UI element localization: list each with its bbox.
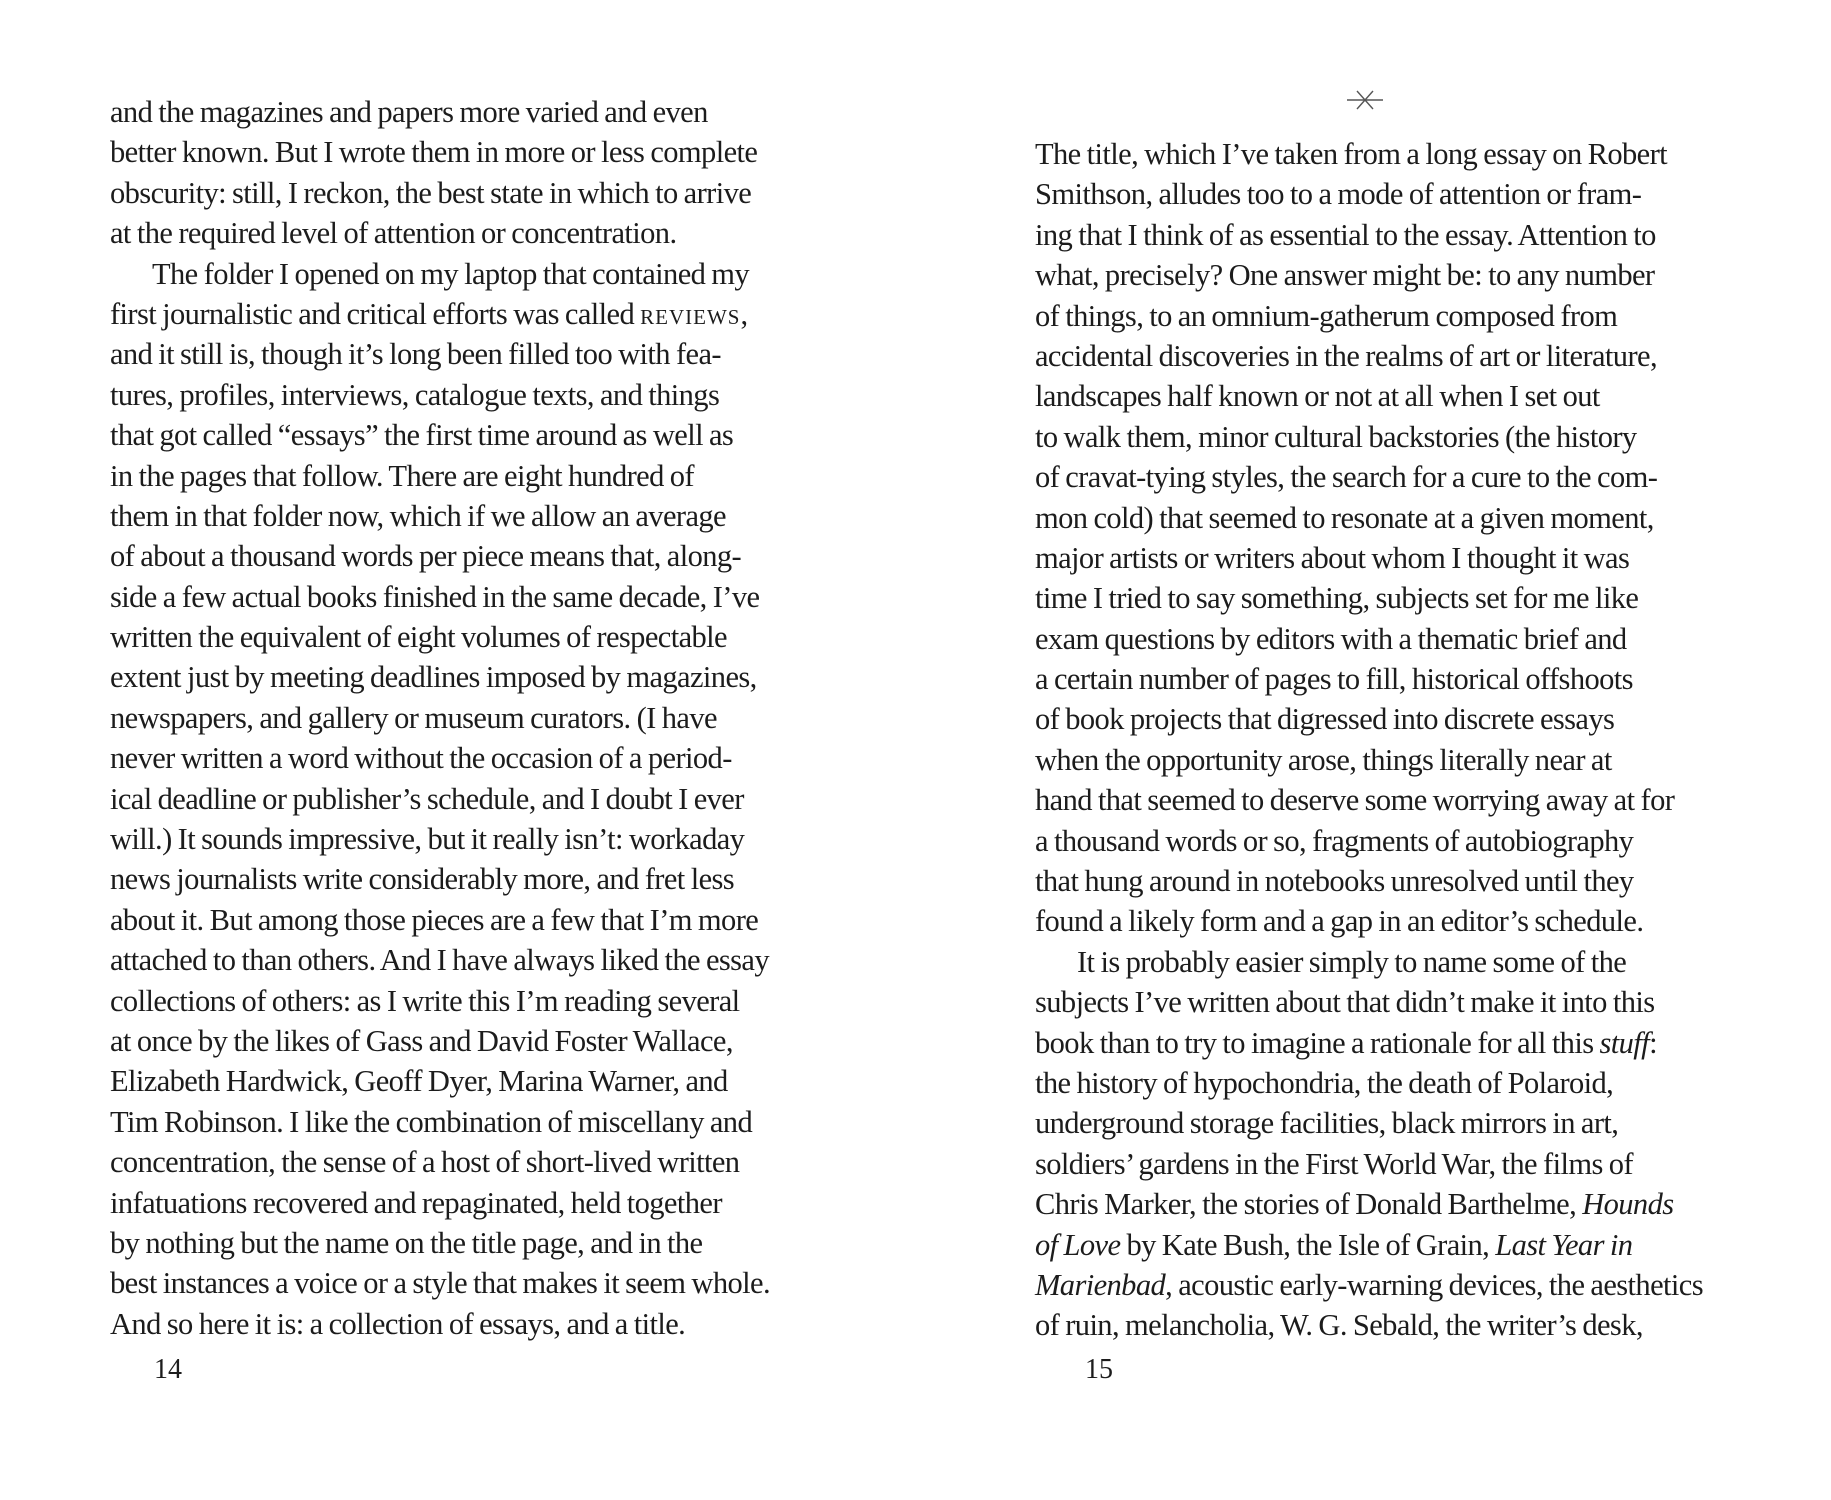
text-line: and it still is, though it’s long been filled too with fea- [110, 337, 721, 372]
text-line: newspapers, and gallery or museum curators. (I have [110, 700, 717, 735]
text-run: first journalistic and critical efforts was called [110, 296, 641, 331]
text-line: by nothing but the name on the title page, and in the [110, 1225, 703, 1260]
text-line: accidental discoveries in the realms of art or literature, [1035, 338, 1657, 373]
text-run: by Kate Bush, the Isle of Grain, [1120, 1227, 1496, 1262]
text-line: the history of hypochondria, the death of Polaroid, [1035, 1065, 1614, 1100]
text-line [1035, 1023, 1775, 1063]
text-line [1035, 1184, 1775, 1224]
text-line: to walk them, minor cultural backstories (the history [1035, 419, 1637, 454]
text-line: a certain number of pages to fill, historical offshoots [1035, 662, 1633, 697]
italic-run: Last Year in [1495, 1227, 1633, 1262]
text-line: that hung around in notebooks unresolved until they [1035, 864, 1634, 899]
text-line: mon cold) that seemed to resonate at a given moment, [1035, 500, 1654, 535]
text-run: Chris Marker, the stories of Donald Barthelme, [1035, 1187, 1583, 1222]
left-page-body [110, 92, 850, 1344]
text-line: exam questions by editors with a thematic brief and [1035, 621, 1627, 656]
text-line [110, 294, 850, 334]
text-line: underground storage facilities, black mirrors in art, [1035, 1106, 1619, 1141]
text-run: : [1649, 1025, 1657, 1060]
text-line: better known. But I wrote them in more or less complete [110, 135, 758, 170]
italic-run: Hounds [1582, 1187, 1674, 1222]
page-number-right: 15 [1085, 1354, 1113, 1385]
text-line: at the required level of attention or concentration. [110, 216, 677, 251]
text-line: subjects I’ve written about that didn’t make it into this [1035, 985, 1655, 1020]
asterism-ornament-icon [1345, 88, 1385, 112]
text-line: tures, profiles, interviews, catalogue texts, and things [110, 377, 720, 412]
text-line: what, precisely? One answer might be: to any number [1035, 258, 1655, 293]
text-line: collections of others: as I write this I’m reading several [110, 983, 740, 1018]
right-page [915, 0, 1831, 1500]
text-line: of things, to an omnium-gatherum composed from [1035, 298, 1618, 333]
text-line: a thousand words or so, fragments of autobiography [1035, 823, 1634, 858]
text-line: at once by the likes of Gass and David Foster Wallace, [110, 1023, 733, 1058]
text-line: extent just by meeting deadlines imposed by magazines, [110, 660, 757, 695]
text-line: soldiers’ gardens in the First World War, the films of [1035, 1146, 1633, 1181]
text-line [1035, 1225, 1775, 1265]
text-line: time I tried to say something, subjects set for me like [1035, 581, 1639, 616]
text-line: written the equivalent of eight volumes of respectable [110, 620, 727, 655]
text-line: The title, which I’ve taken from a long essay on Robert [1035, 137, 1668, 171]
text-line: of book projects that digressed into discrete essays [1035, 702, 1615, 737]
italic-run: stuff [1599, 1025, 1650, 1060]
text-line: ing that I think of as essential to the essay. Attention to [1035, 217, 1656, 252]
small-caps-run: reviews [640, 296, 741, 331]
text-line: obscurity: still, I reckon, the best state in which to arrive [110, 175, 752, 210]
text-line: of about a thousand words per piece means that, along- [110, 539, 742, 574]
italic-run: Marienbad [1035, 1267, 1166, 1302]
italic-run: of Love [1035, 1227, 1121, 1262]
text-line: infatuations recovered and repaginated, held together [110, 1185, 722, 1220]
text-line: when the opportunity arose, things literally near at [1035, 742, 1612, 777]
text-line: about it. But among those pieces are a few that I’m more [110, 902, 759, 937]
text-line: concentration, the sense of a host of short-lived written [110, 1145, 740, 1180]
text-run: , [740, 296, 748, 331]
text-line: ical deadline or publisher’s schedule, and I doubt I ever [110, 781, 744, 816]
text-run: , acoustic early-warning devices, the aesthetics [1165, 1267, 1703, 1302]
text-line: Tim Robinson. I like the combination of miscellany and [110, 1104, 753, 1139]
text-line: never written a word without the occasion of a period- [110, 741, 732, 776]
text-line: side a few actual books finished in the same decade, I’ve [110, 579, 760, 614]
text-line: hand that seemed to deserve some worrying away at for [1035, 783, 1675, 818]
text-line: The folder I opened on my laptop that contained my [152, 256, 750, 291]
text-line: Elizabeth Hardwick, Geoff Dyer, Marina Warner, and [110, 1064, 728, 1099]
text-line: of cravat-tying styles, the search for a cure to the com- [1035, 460, 1658, 495]
text-line: news journalists write considerably more, and fret less [110, 862, 735, 897]
text-line: Smithson, alludes too to a mode of attention or fram- [1035, 177, 1642, 212]
right-page-body [1035, 134, 1775, 1346]
text-line: will.) It sounds impressive, but it really isn’t: workaday [110, 822, 745, 857]
text-line: best instances a voice or a style that makes it seem whole. [110, 1266, 770, 1301]
page-number-left: 14 [154, 1354, 182, 1385]
text-line: in the pages that follow. There are eight hundred of [110, 458, 694, 493]
text-line: found a likely form and a gap in an editor’s schedule. [1035, 904, 1644, 939]
text-line: attached to than others. And I have always liked the essay [110, 943, 770, 978]
text-line: that got called “essays” the first time around as well as [110, 418, 734, 453]
text-line: major artists or writers about whom I thought it was [1035, 540, 1630, 575]
text-line: of ruin, melancholia, W. G. Sebald, the writer’s desk, [1035, 1308, 1643, 1343]
text-run: book than to try to imagine a rationale for all this [1035, 1025, 1600, 1060]
text-line: them in that folder now, which if we allow an average [110, 498, 726, 533]
text-line: landscapes half known or not at all when I set out [1035, 379, 1600, 414]
left-page [0, 0, 915, 1500]
text-line [1035, 1265, 1775, 1305]
text-line: And so here it is: a collection of essays, and a title. [110, 1306, 686, 1341]
text-line: and the magazines and papers more varied and even [110, 95, 708, 129]
text-line: It is probably easier simply to name some of the [1077, 944, 1627, 979]
